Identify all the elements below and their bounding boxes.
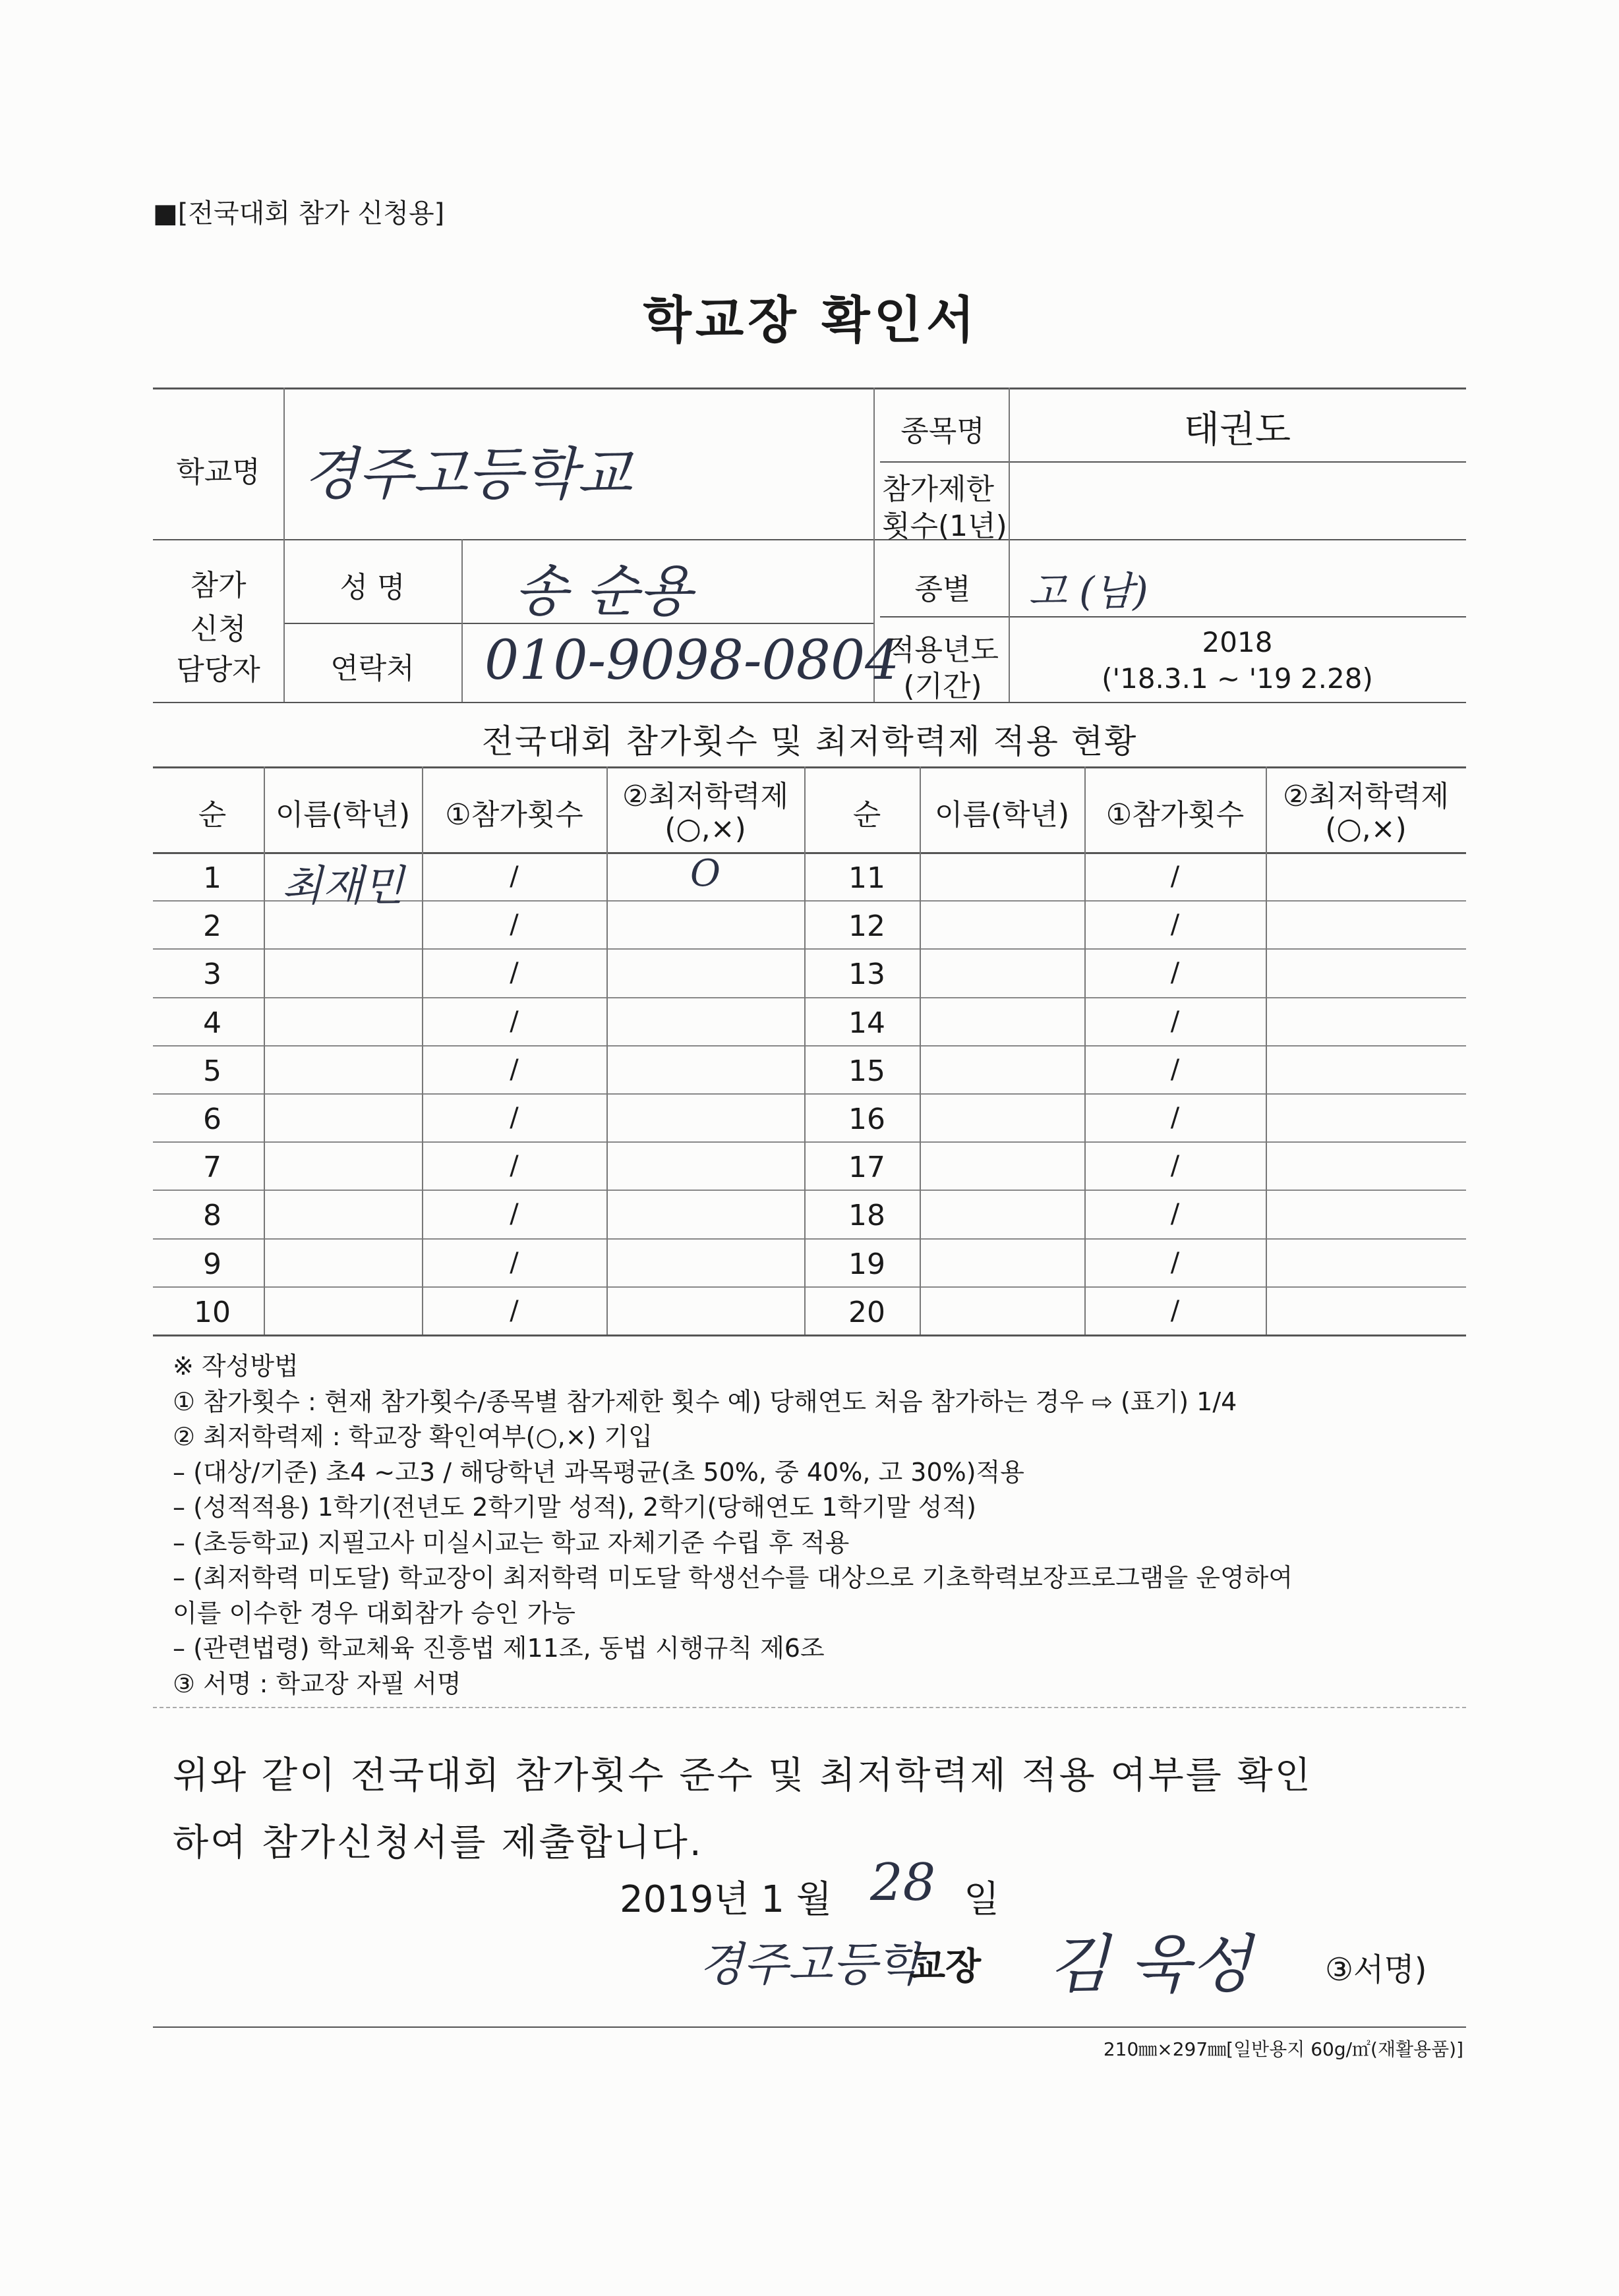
header-min-left-1: ②최저학력제 [622,780,788,813]
applicant-label-1: 참가 [190,569,247,602]
instruction-line: ③ 서명 : 학교장 자필 서명 [173,1669,461,1698]
right-row-count: / [1170,1006,1180,1037]
table-col-rule [1266,766,1267,1335]
left-row-count: / [510,1054,519,1085]
right-row-no: 14 [848,1006,885,1040]
left-row-count: / [510,1151,519,1181]
left-row-no: 10 [194,1296,231,1329]
instruction-line: 이를 이수한 경우 대회참가 승인 가능 [173,1598,576,1628]
header-min-right-2: (○,×) [1325,812,1407,846]
table-top-rule [153,766,1466,768]
contact-handwritten: 010-9098-0804 [485,629,900,692]
right-row-count: / [1170,1054,1180,1085]
contact-label: 연락처 [330,652,415,685]
left-row-min: O [690,852,721,895]
instruction-line: ② 최저학력제 : 학교장 확인여부(○,×) 기입 [173,1422,653,1451]
table-row-rule [153,1141,1466,1143]
right-row-no: 20 [848,1296,885,1329]
applicant-label-2: 신청 [190,612,247,646]
info-rule-category [880,616,1466,617]
info-vline-2 [461,539,463,702]
table-row-rule [153,1190,1466,1191]
instruction-line: – (관련법령) 학교체육 진흥법 제11조, 동법 시행규칙 제6조 [173,1634,825,1663]
right-row-count: / [1170,1103,1180,1133]
header-count-left: ①참가횟수 [445,798,583,832]
info-top-rule [153,387,1466,389]
period-year: 2018 [1202,626,1273,658]
period-label-1: 적용년도 [886,633,999,667]
page-title: 학교장 확인서 [643,291,979,349]
instruction-line: – (초등학교) 지필고사 미실시교는 학교 자체기준 수립 후 적용 [173,1528,850,1557]
header-count-right: ①참가횟수 [1105,798,1245,832]
instruction-line: – (성적적용) 1학기(전년도 2학기말 성적), 2학기(당해연도 1학기말 성적) [173,1493,976,1522]
declaration-top-rule [153,1707,1466,1708]
left-row-count: / [510,958,519,988]
right-row-no: 11 [848,861,885,895]
right-row-no: 16 [848,1103,885,1136]
right-row-count: / [1170,958,1180,988]
period-range: ('18.3.1 ~ '19 2.28) [1102,662,1373,695]
left-row-no: 8 [203,1199,221,1232]
table-subtitle: 전국대회 참가횟수 및 최저학력제 적용 현황 [481,722,1138,761]
instruction-line: ① 참가횟수 : 현재 참가횟수/종목별 참가제한 횟수 예) 당해연도 처음 참가하는 경우 ⇨ (표기) 1/4 [173,1387,1237,1416]
header-no-left: 순 [198,798,227,832]
event-value: 태권도 [1183,409,1291,451]
table-row-rule [153,1238,1466,1240]
right-row-count: / [1170,861,1180,892]
table-row-rule [153,1045,1466,1047]
header-min-left-2: (○,×) [664,812,746,846]
declaration-line-2: 하여 참가신청서를 제출합니다. [173,1822,703,1864]
left-row-count: / [510,1296,519,1326]
right-row-count: / [1170,1248,1180,1278]
header-name-left: 이름(학년) [275,798,411,832]
limit-label-line1: 참가제한 [882,473,995,506]
applicant-label-3: 담당자 [176,653,260,687]
table-row-rule [153,1286,1466,1288]
header-no-right: 순 [852,798,881,832]
header-tag: ■[전국대회 참가 신청용] [153,198,445,229]
left-row-count: / [510,1248,519,1278]
left-row-no: 9 [203,1248,221,1281]
category-handwritten: 고 (남) [1028,569,1148,615]
info-rule-event [880,461,1466,463]
right-row-count: / [1170,1151,1180,1181]
paper-size-note: 210㎜×297㎜[일반용지 60g/㎡(재활용품)] [1103,2038,1463,2060]
right-row-count: / [1170,1199,1180,1229]
info-bottom-rule [153,702,1466,703]
left-row-count: / [510,909,519,940]
table-row-rule [153,948,1466,950]
right-row-no: 17 [848,1151,885,1184]
right-row-count: / [1170,909,1180,940]
date-text: 2019년 1 월 [620,1878,832,1921]
left-row-count: / [510,1006,519,1037]
declaration-line-1: 위와 같이 전국대회 참가횟수 준수 및 최저학력제 적용 여부를 확인 [173,1754,1312,1797]
left-row-no: 1 [203,861,221,895]
limit-label-line2: 횟수(1년) [882,509,1007,543]
table-row-rule [153,1093,1466,1095]
name-label: 성 명 [339,571,405,604]
category-label: 종별 [914,573,971,606]
instruction-line: – (최저학력 미도달) 학교장이 최저학력 미도달 학생선수를 대상으로 기초학력보장프로그램을 운영하여 [173,1563,1293,1592]
right-row-no: 18 [848,1199,885,1232]
right-row-no: 13 [848,958,885,991]
left-row-no: 5 [203,1054,221,1088]
school-signoff-handwritten: 경주고등학 [699,1937,922,1992]
left-row-no: 2 [203,909,221,943]
event-label: 종목명 [900,415,985,448]
principal-signature: 김 욱성 [1048,1928,1252,2001]
left-row-count: / [510,861,519,892]
principal-label: 교장 [910,1945,982,1988]
right-row-no: 15 [848,1054,885,1088]
left-row-name: 최재민 [281,862,404,911]
right-row-no: 19 [848,1248,885,1281]
left-row-no: 6 [203,1103,221,1136]
period-label-2: (기간) [903,670,982,703]
table-bottom-rule [153,1335,1466,1336]
info-rule-school [153,539,1466,540]
left-row-no: 7 [203,1151,221,1184]
header-min-right-1: ②최저학력제 [1283,780,1449,813]
right-row-no: 12 [848,909,885,943]
left-row-count: / [510,1199,519,1229]
school-label: 학교명 [176,455,260,489]
applicant-name-handwritten: 송 순용 [514,559,693,623]
right-row-count: / [1170,1296,1180,1326]
left-row-no: 3 [203,958,221,991]
school-name-handwritten: 경주고등학교 [303,442,632,507]
left-row-count: / [510,1103,519,1133]
footer-rule [153,2026,1466,2028]
left-row-no: 4 [203,1006,221,1040]
header-name-right: 이름(학년) [934,798,1070,832]
table-row-rule [153,997,1466,998]
sign-label: ③서명) [1325,1951,1427,1988]
date-day-handwritten: 28 [870,1853,936,1912]
instruction-line: ※ 작성방법 [173,1352,299,1381]
instruction-line: – (대상/기준) 초4 ~고3 / 해당학년 과목평균(초 50%, 중 40%, 고 30%)적용 [173,1457,1024,1487]
date-day-label: 일 [964,1878,1000,1921]
